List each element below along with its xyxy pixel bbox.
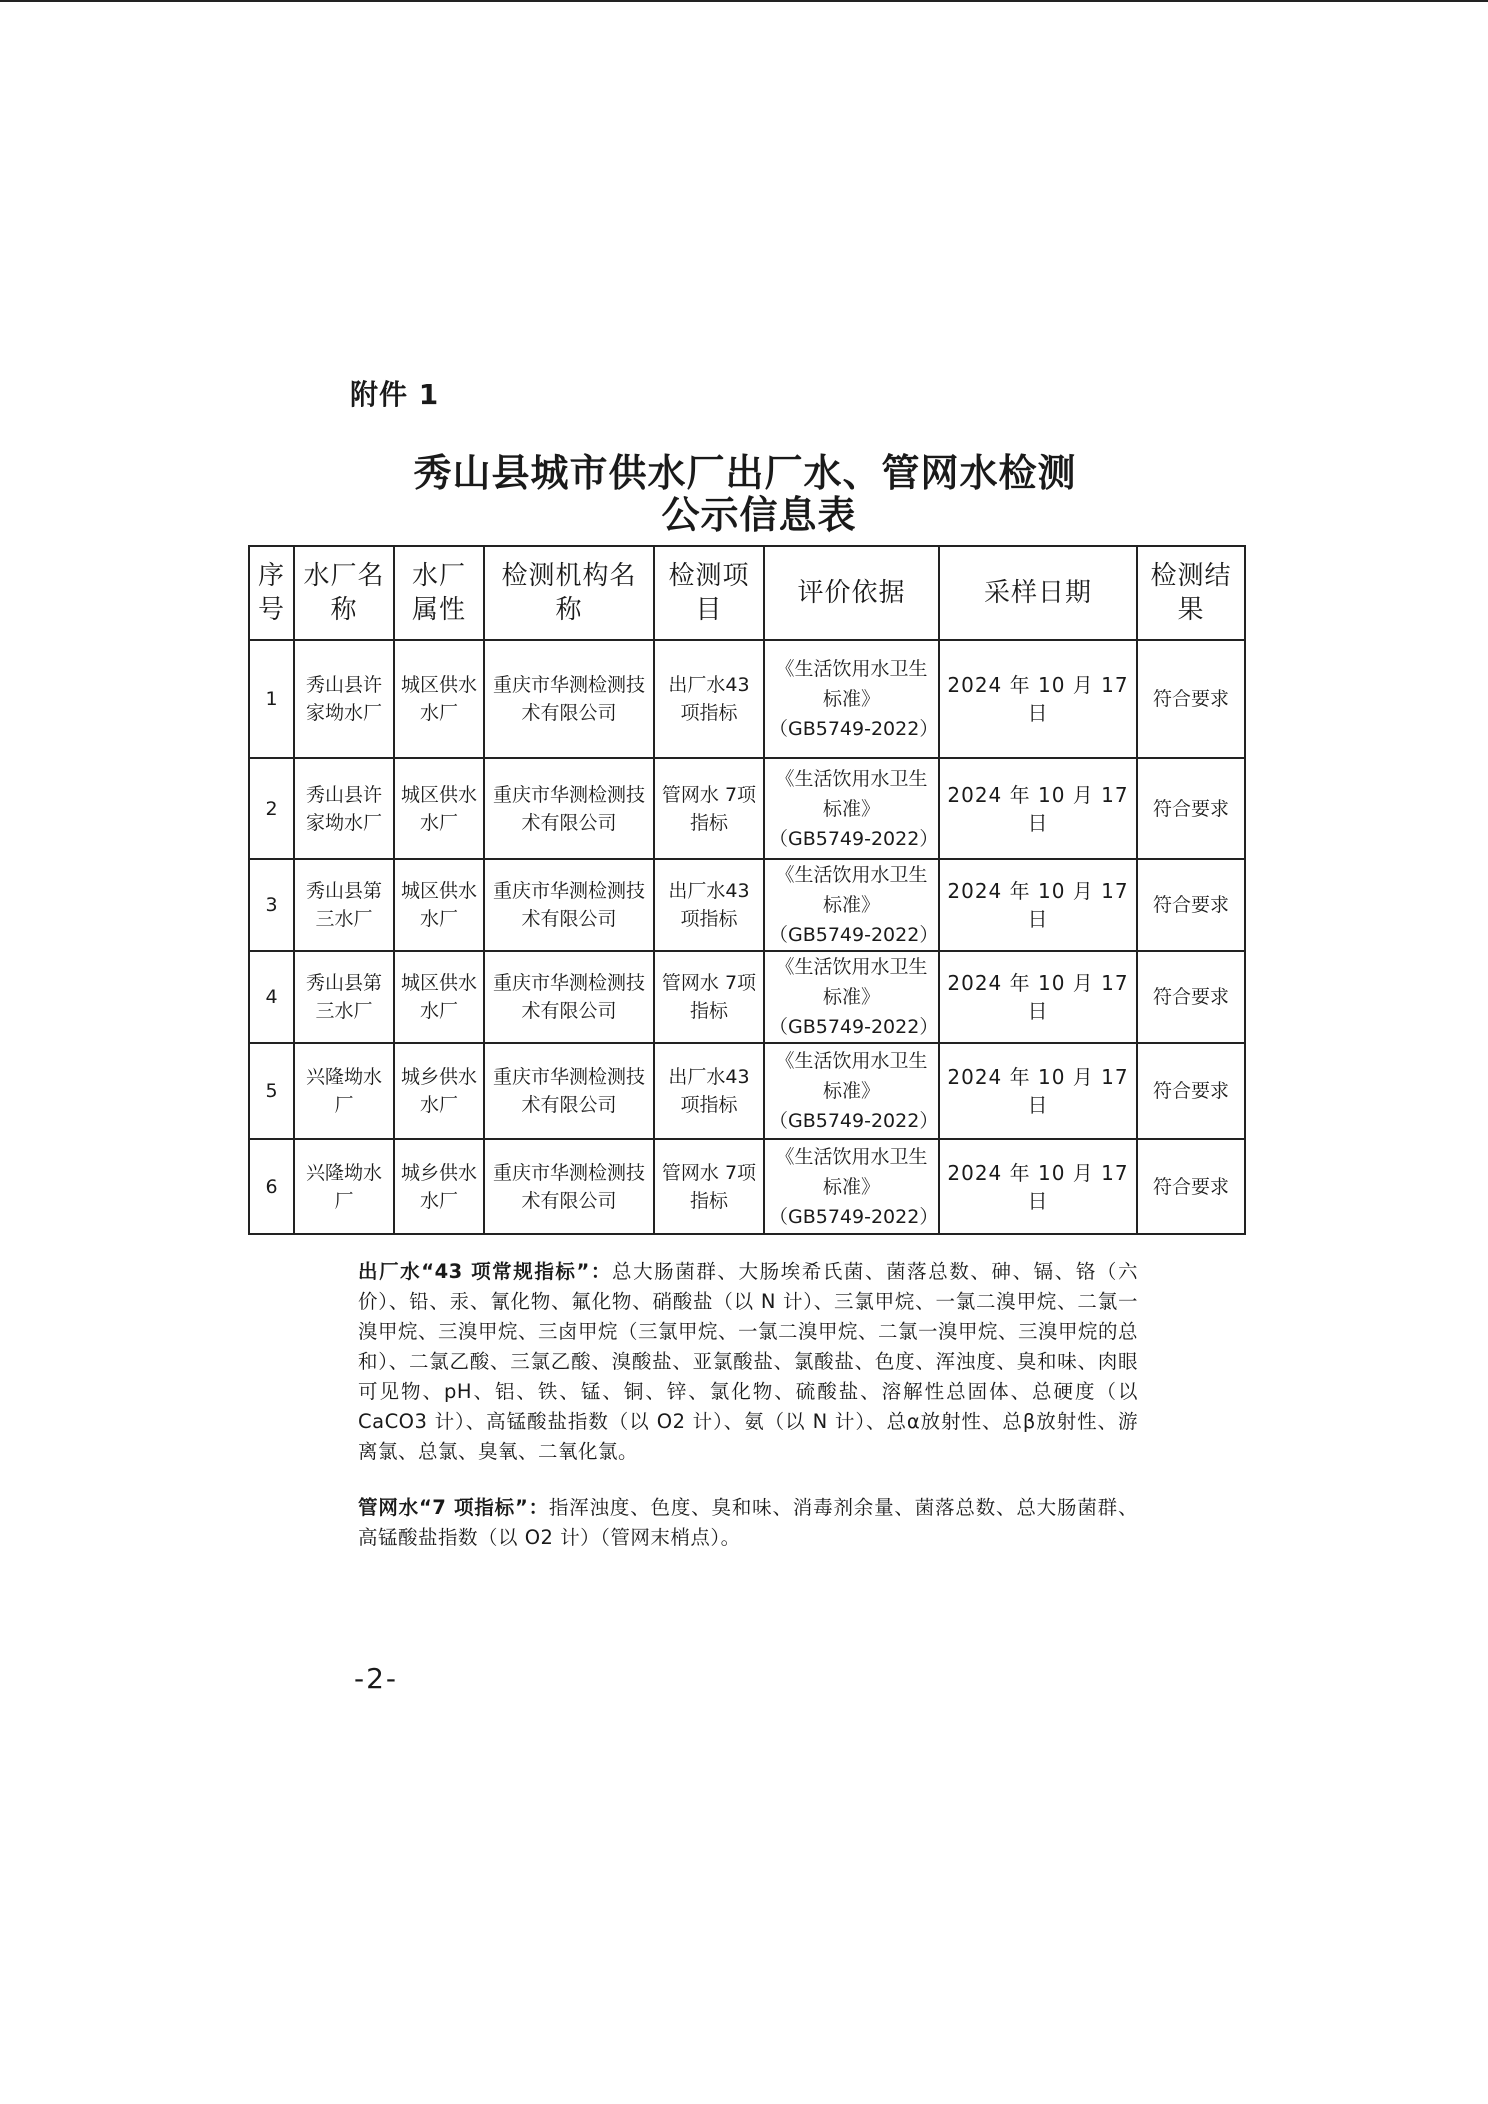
factory-water-note-term: 出厂水“43 项常规指标”：: [358, 1260, 612, 1283]
table-row: [249, 640, 1245, 758]
cell-plant-attribute: 城区供水水厂: [394, 951, 484, 1043]
attachment-label: 附件 1: [350, 378, 440, 411]
document-title-line1: 秀山县城市供水厂出厂水、管网水检测: [413, 450, 1077, 495]
header-basis: 评价依据: [764, 546, 939, 640]
cell-basis: [764, 1139, 939, 1234]
factory-water-note: [358, 1257, 1138, 1467]
basis-standard-name: 《生活饮用水卫生标准》: [775, 767, 928, 820]
basis-standard-code: （GB5749-2022）: [769, 1205, 939, 1228]
basis-standard-code: （GB5749-2022）: [769, 718, 939, 740]
header-plant-name: 水厂名称: [294, 546, 394, 640]
table-row: [249, 1043, 1245, 1139]
cell-result: 符合要求: [1137, 951, 1245, 1043]
cell-result: 符合要求: [1137, 758, 1245, 859]
cell-plant-name: 秀山县第三水厂: [294, 859, 394, 951]
basis-standard-name: 《生活饮用水卫生标准》: [775, 864, 928, 916]
page-number: -2-: [354, 1662, 399, 1695]
cell-plant-name: 秀山县许家坳水厂: [294, 640, 394, 758]
document-title: [300, 452, 1190, 536]
factory-water-note-text: 总大肠菌群、大肠埃希氏菌、菌落总数、砷、镉、铬（六价）、铅、汞、氰化物、氟化物、硝酸盐（以 N 计）、三氯甲烷、一氯二溴甲烷、二氯一溴甲烷、三溴甲烷、三卤甲烷（三氯甲烷、一氯二溴甲烷、二氯一溴甲烷、三溴甲烷的总和）、二氯乙酸、三氯乙酸、溴酸盐、亚氯酸盐、氯酸盐、色度、浑浊度、臭和味、肉眼可见物、pH、铝、铁、锰、铜、锌、氯化物、硫酸盐、溶解性总固体、总硬度（以 CaCO3 计）、高锰酸盐指数（以 O2 计）、氨（以 N 计）、总α放射性、总β放射性、游离氯、总氯、臭氧、二氧化氯。: [358, 1260, 1139, 1463]
cell-sampling-date: 2024 年 10 月 17 日: [939, 1043, 1137, 1139]
cell-result: 符合要求: [1137, 859, 1245, 951]
cell-items: 出厂水43项指标: [654, 859, 764, 951]
cell-agency: 重庆市华测检测技术有限公司: [484, 951, 654, 1043]
cell-basis: [764, 758, 939, 859]
basis-standard-name: 《生活饮用水卫生标准》: [775, 1050, 928, 1102]
basis-standard-name: 《生活饮用水卫生标准》: [775, 956, 928, 1008]
table-row: [249, 1139, 1245, 1234]
cell-plant-attribute: 城区供水水厂: [394, 859, 484, 951]
cell-plant-attribute: 城乡供水水厂: [394, 1043, 484, 1139]
cell-plant-attribute: 城乡供水水厂: [394, 1139, 484, 1234]
cell-sampling-date: 2024 年 10 月 17 日: [939, 758, 1137, 859]
header-items: 检测项目: [654, 546, 764, 640]
cell-plant-name: 兴隆坳水厂: [294, 1043, 394, 1139]
inspection-results-table: [248, 545, 1246, 1235]
cell-agency: 重庆市华测检测技术有限公司: [484, 1043, 654, 1139]
cell-serial: 4: [249, 951, 294, 1043]
header-serial: 序号: [249, 546, 294, 640]
cell-serial: 2: [249, 758, 294, 859]
basis-standard-name: 《生活饮用水卫生标准》: [775, 658, 928, 710]
cell-result: 符合要求: [1137, 640, 1245, 758]
basis-standard-code: （GB5749-2022）: [769, 924, 939, 946]
cell-result: 符合要求: [1137, 1139, 1245, 1234]
cell-plant-attribute: 城区供水水厂: [394, 758, 484, 859]
basis-standard-name: 《生活饮用水卫生标准》: [775, 1145, 928, 1198]
pipe-water-note-text: 指浑浊度、色度、臭和味、消毒剂余量、菌落总数、总大肠菌群、高锰酸盐指数（以 O2 计）（管网末梢点）。: [358, 1496, 1138, 1549]
cell-agency: 重庆市华测检测技术有限公司: [484, 859, 654, 951]
header-sampling-date: 采样日期: [939, 546, 1137, 640]
page-top-border: [0, 0, 1488, 2]
cell-serial: 6: [249, 1139, 294, 1234]
cell-agency: 重庆市华测检测技术有限公司: [484, 640, 654, 758]
cell-items: 管网水 7项指标: [654, 951, 764, 1043]
cell-sampling-date: 2024 年 10 月 17 日: [939, 859, 1137, 951]
cell-items: 出厂水43项指标: [654, 1043, 764, 1139]
cell-items: 管网水 7项指标: [654, 758, 764, 859]
cell-agency: 重庆市华测检测技术有限公司: [484, 758, 654, 859]
cell-basis: [764, 1043, 939, 1139]
cell-plant-name: 秀山县第三水厂: [294, 951, 394, 1043]
cell-agency: 重庆市华测检测技术有限公司: [484, 1139, 654, 1234]
header-result: 检测结果: [1137, 546, 1245, 640]
cell-plant-attribute: 城区供水水厂: [394, 640, 484, 758]
cell-basis: [764, 640, 939, 758]
table-header-row: [249, 546, 1245, 640]
table-row: [249, 758, 1245, 859]
basis-standard-code: （GB5749-2022）: [769, 827, 939, 850]
cell-sampling-date: 2024 年 10 月 17 日: [939, 640, 1137, 758]
basis-standard-code: （GB5749-2022）: [769, 1110, 939, 1132]
table-row: [249, 951, 1245, 1043]
cell-sampling-date: 2024 年 10 月 17 日: [939, 1139, 1137, 1234]
cell-plant-name: 兴隆坳水厂: [294, 1139, 394, 1234]
header-plant-attribute: 水厂属性: [394, 546, 484, 640]
pipe-water-note: [358, 1493, 1138, 1553]
cell-items: 管网水 7项指标: [654, 1139, 764, 1234]
cell-basis: [764, 859, 939, 951]
header-agency: 检测机构名称: [484, 546, 654, 640]
basis-standard-code: （GB5749-2022）: [769, 1016, 939, 1038]
cell-sampling-date: 2024 年 10 月 17 日: [939, 951, 1137, 1043]
pipe-water-note-term: 管网水“7 项指标”：: [358, 1496, 549, 1519]
cell-result: 符合要求: [1137, 1043, 1245, 1139]
document-title-line2: 公示信息表: [661, 492, 857, 537]
cell-serial: 3: [249, 859, 294, 951]
cell-items: 出厂水43项指标: [654, 640, 764, 758]
cell-serial: 5: [249, 1043, 294, 1139]
cell-basis: [764, 951, 939, 1043]
table-row: [249, 859, 1245, 951]
cell-serial: 1: [249, 640, 294, 758]
cell-plant-name: 秀山县许家坳水厂: [294, 758, 394, 859]
